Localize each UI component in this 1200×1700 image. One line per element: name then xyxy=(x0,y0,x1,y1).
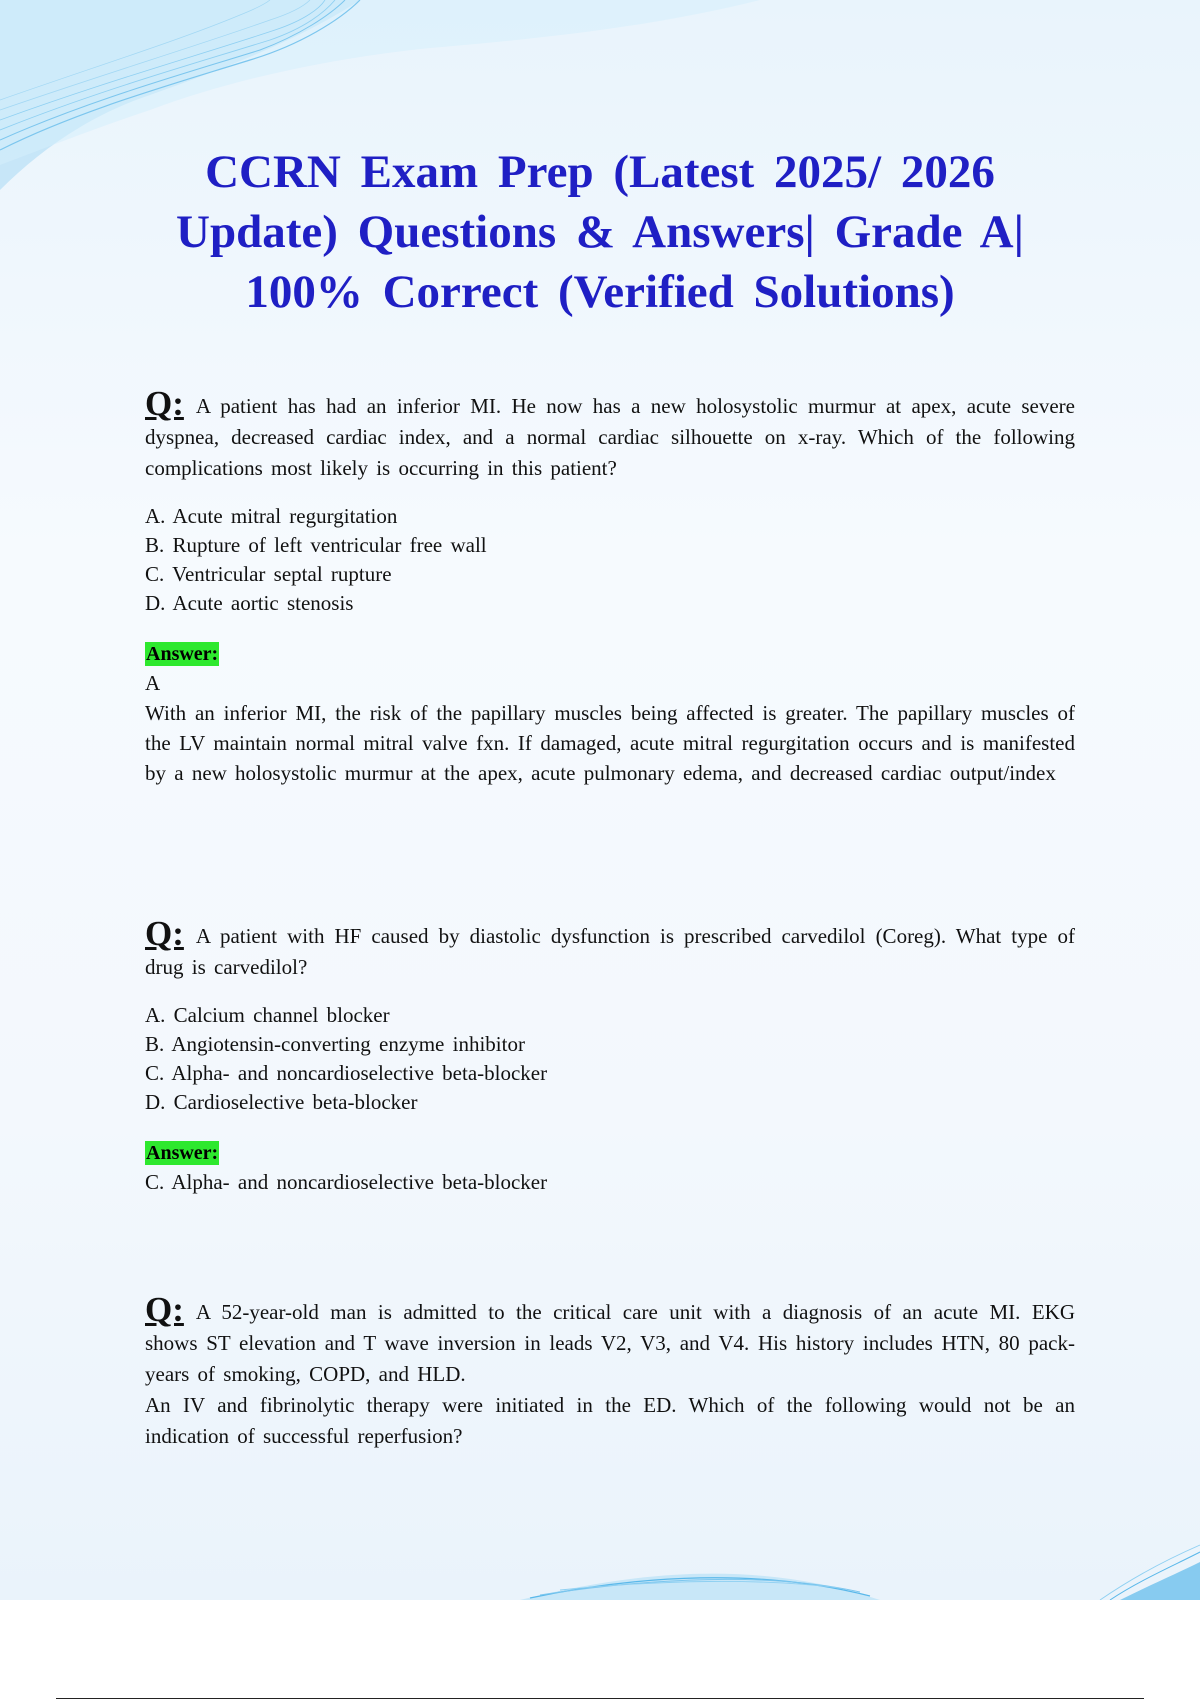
question-prefix: Q: xyxy=(145,384,184,423)
answer-label: Answer: xyxy=(146,1142,219,1164)
option-c: C. Ventricular septal rupture xyxy=(145,562,392,586)
question-body: A patient has had an inferior MI. He now has a new holosystolic murmur at apex, acute severe dyspnea, decreased cardiac index, and a normal cardiac silhouette on x-ray. Which of the following complications most likely is occurring in this patient? xyxy=(145,394,1075,480)
question-body: A 52-year-old man is admitted to the critical care unit with a diagnosis of an acute MI. EKG shows ST elevation and T wave inversion in leads V2, V3, and V4. His history includes HTN, 80 pack-years of smoking, COPD, and HLD. xyxy=(145,1300,1075,1386)
document-title: CCRN Exam Prep (Latest 2025/ 2026 Update) Questions & Answers| Grade A| 100% Correct (Verified Solutions) xyxy=(176,146,1024,318)
option-c: C. Alpha- and noncardioselective beta-blocker xyxy=(145,1061,548,1085)
option-a: A. Acute mitral regurgitation xyxy=(145,504,398,528)
question-text xyxy=(145,384,1075,484)
option-d: D. Acute aortic stenosis xyxy=(145,591,354,615)
answer-letter: A xyxy=(145,671,161,695)
option-a: A. Calcium channel blocker xyxy=(145,1003,390,1027)
answer-options xyxy=(145,1001,1075,1117)
option-b: B. Angiotensin-converting enzyme inhibitor xyxy=(145,1032,525,1056)
question-block-1 xyxy=(145,384,1075,788)
footer-rule xyxy=(56,1698,1144,1699)
question-body: A patient with HF caused by diastolic dysfunction is prescribed carvedilol (Coreg). What type of drug is carvedilol? xyxy=(145,924,1075,979)
question-block-3 xyxy=(145,1290,1075,1452)
answer-label: Answer: xyxy=(146,643,219,665)
question-block-2 xyxy=(145,914,1075,1197)
answer-text: C. Alpha- and noncardioselective beta-blocker xyxy=(145,1170,548,1194)
option-b: B. Rupture of left ventricular free wall xyxy=(145,533,487,557)
question-text xyxy=(145,914,1075,983)
answer-options xyxy=(145,502,1075,618)
answer-explanation: With an inferior MI, the risk of the papillary muscles being affected is greater. The papillary muscles of the LV maintain normal mitral valve fxn. If damaged, acute mitral regurgitation occurs and is manifested by a new holosystolic murmur at the apex, acute pulmonary edema, and decreased cardiac output/index xyxy=(145,701,1075,785)
question-prefix: Q: xyxy=(145,914,184,953)
question-text xyxy=(145,1290,1075,1390)
question-prefix: Q: xyxy=(145,1290,184,1329)
question-text-continued: An IV and fibrinolytic therapy were initiated in the ED. Which of the following would not be an indication of successful reperfusion? xyxy=(145,1393,1075,1448)
option-d: D. Cardioselective beta-blocker xyxy=(145,1090,418,1114)
